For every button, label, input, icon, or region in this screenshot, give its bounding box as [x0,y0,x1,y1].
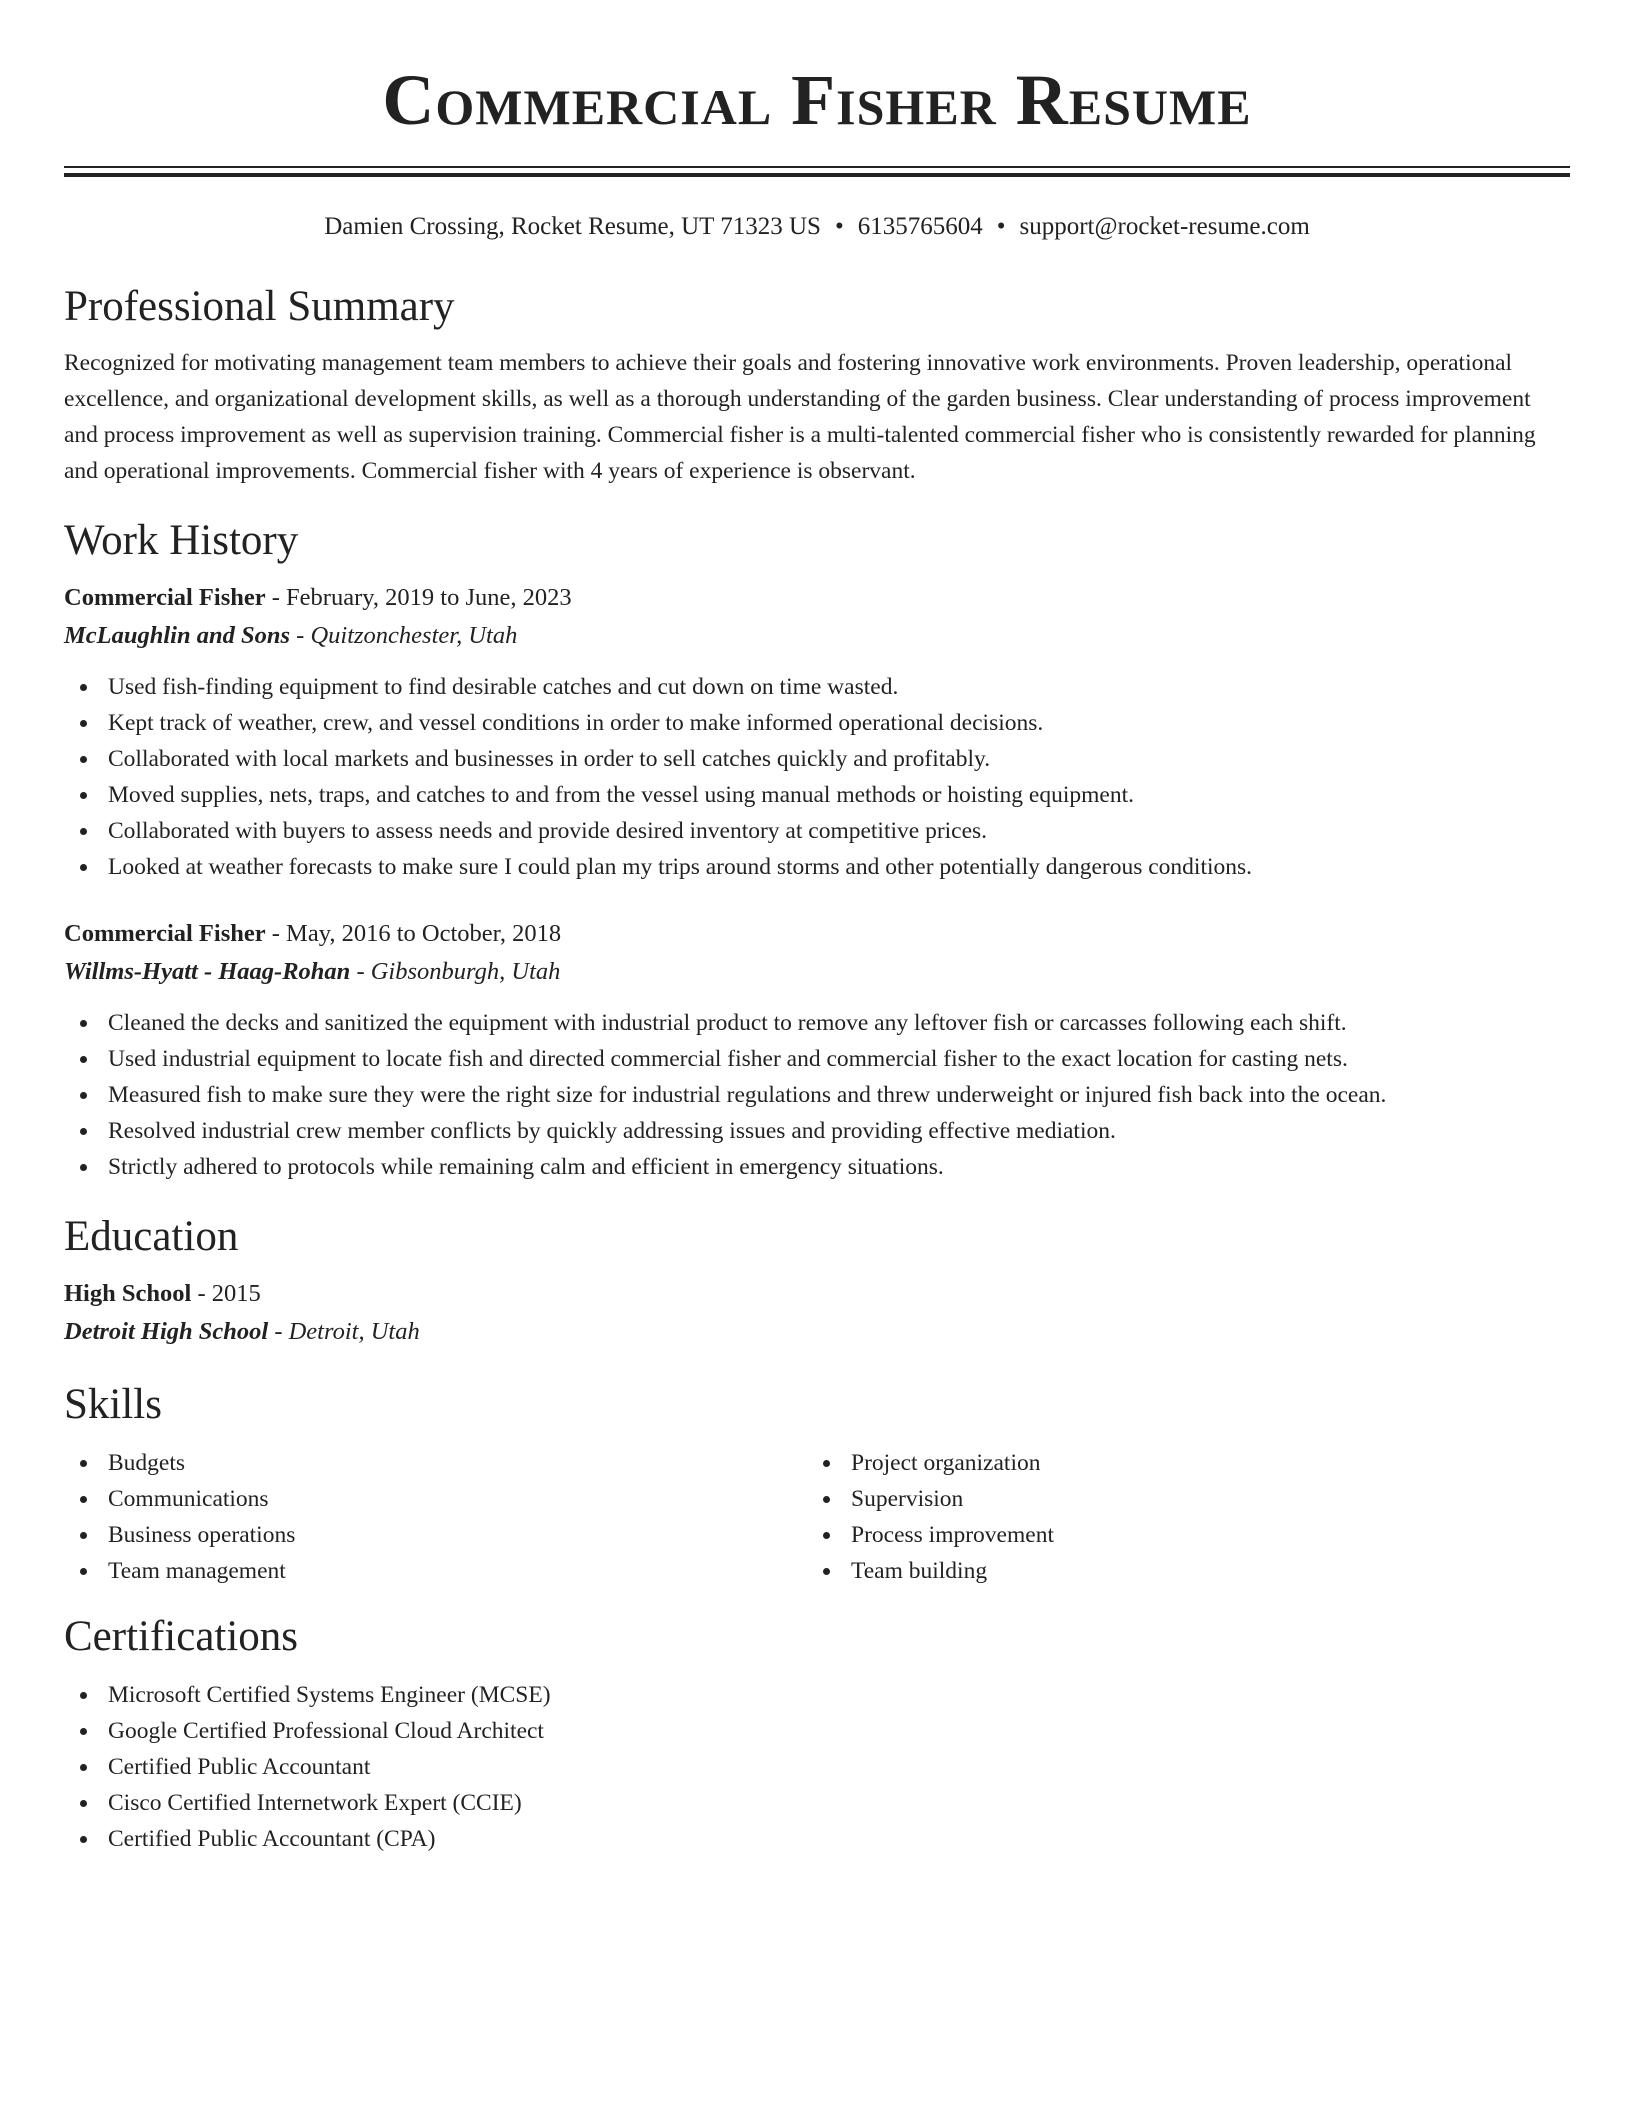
contact-phone: 6135765604 [857,213,983,240]
title-divider-thin [64,166,1570,168]
skill-item: Team management [64,1553,807,1589]
skill-item: Project organization [807,1445,1550,1481]
certification-item: Certified Public Accountant [64,1749,1570,1785]
job-duty: Used industrial equipment to locate fish and directed commercial fisher and commercial fisher to the exact location for casting nets. [64,1041,1570,1077]
skill-item: Supervision [807,1481,1550,1517]
job-entry [64,915,1570,1185]
company-location: - Gibsonburgh, Utah [350,958,561,985]
job-title-line [64,915,1570,953]
title-divider-thick [64,173,1570,177]
skills-column-right [807,1445,1550,1589]
skill-item: Process improvement [807,1517,1550,1553]
school-name: Detroit High School [64,1318,269,1345]
job-duties-list [64,669,1570,885]
resume-page [64,0,1570,1857]
job-duty: Strictly adhered to protocols while remaining calm and efficient in emergency situations. [64,1149,1570,1185]
job-duty: Resolved industrial crew member conflicts by quickly addressing issues and providing effective mediation. [64,1113,1570,1149]
company-line [64,953,1570,991]
job-duty: Kept track of weather, crew, and vessel conditions in order to make informed operational decisions. [64,705,1570,741]
education-heading: Education [64,1213,239,1260]
company-name: Willms-Hyatt - Haag-Rohan [64,958,351,985]
job-duty: Moved supplies, nets, traps, and catches to and from the vessel using manual methods or hoisting equipment. [64,777,1570,813]
skill-item: Communications [64,1481,807,1517]
contact-address: Damien Crossing, Rocket Resume, UT 71323 US [324,213,821,240]
degree-name: High School [64,1280,192,1307]
resume-title: Commercial Fisher Resume [382,60,1252,140]
certification-item: Certified Public Accountant (CPA) [64,1821,1570,1857]
education-entry [64,1275,1570,1351]
degree-line [64,1275,1570,1313]
job-duty: Measured fish to make sure they were the right size for industrial regulations and threw underweight or injured fish back into the ocean. [64,1077,1570,1113]
graduation-year: - 2015 [191,1280,261,1307]
summary-text: Recognized for motivating management team members to achieve their goals and fostering innovative work environments. Proven leadership, operational excellence, and organizational development skills, as well as a thorough understanding of the garden business. Clear understanding of process improvement and process improvement as well as supervision training. Commercial fisher is a multi-talented commercial fisher who is consistently rewarded for planning and operational improvements. Commercial fisher with 4 years of experience is observant. [64,350,1536,484]
skills-list [64,1445,807,1589]
job-title: Commercial Fisher [64,584,266,611]
certification-item: Cisco Certified Internetwork Expert (CCIE) [64,1785,1570,1821]
skills-column-left [64,1445,807,1589]
summary-heading: Professional Summary [64,283,455,330]
skills-list [807,1445,1550,1589]
job-duty: Collaborated with buyers to assess needs and provide desired inventory at competitive prices. [64,813,1570,849]
contact-separator: • [834,213,844,240]
job-title: Commercial Fisher [64,920,266,947]
job-dates: - February, 2019 to June, 2023 [265,584,572,611]
job-entry [64,579,1570,885]
job-duties-list [64,1005,1570,1185]
certifications-list [64,1677,1570,1857]
skill-item: Business operations [64,1517,807,1553]
job-title-line [64,579,1570,617]
company-line [64,617,1570,655]
contact-email: support@rocket-resume.com [1019,213,1310,240]
job-duty: Cleaned the decks and sanitized the equipment with industrial product to remove any leftover fish or carcasses following each shift. [64,1005,1570,1041]
skill-item: Team building [807,1553,1550,1589]
school-location: - Detroit, Utah [268,1318,420,1345]
school-line [64,1313,1570,1351]
skill-item: Budgets [64,1445,807,1481]
skills-heading: Skills [64,1381,162,1428]
job-duty: Collaborated with local markets and businesses in order to sell catches quickly and profitably. [64,741,1570,777]
company-location: - Quitzonchester, Utah [290,622,518,649]
job-duty: Used fish-finding equipment to find desirable catches and cut down on time wasted. [64,669,1570,705]
certification-item: Microsoft Certified Systems Engineer (MCSE) [64,1677,1570,1713]
job-duty: Looked at weather forecasts to make sure I could plan my trips around storms and other potentially dangerous conditions. [64,849,1570,885]
company-name: McLaughlin and Sons [64,622,291,649]
contact-line [64,211,1570,243]
contact-separator: • [996,213,1006,240]
job-dates: - May, 2016 to October, 2018 [265,920,562,947]
work-history-heading: Work History [64,517,299,564]
certifications-heading: Certifications [64,1613,299,1660]
certification-item: Google Certified Professional Cloud Architect [64,1713,1570,1749]
skills-grid [64,1445,1570,1589]
